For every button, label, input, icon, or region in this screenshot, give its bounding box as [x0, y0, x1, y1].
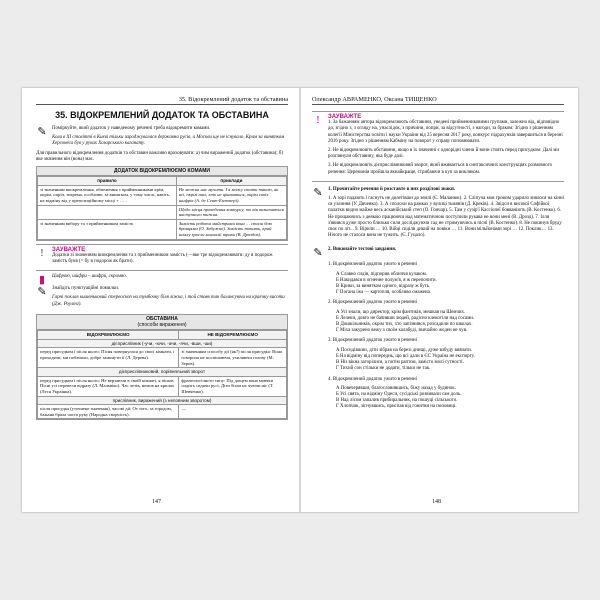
note-text: Додатки зі значенням виокремлення та з прийменником замість (—яке тре відокремлювати: ду в подорож замість букв (= бу в подорож як брати).	[52, 252, 273, 264]
task-text: Прочитайте речення й розставте в них розділові знаки.	[332, 186, 456, 192]
answer-option: В Крики, за винятком одного, відразу ж буть.	[336, 284, 431, 290]
table-row	[38, 205, 287, 219]
question	[328, 338, 564, 372]
exclamation-icon: !	[316, 114, 320, 126]
task-number: 2.	[328, 247, 332, 253]
question-text: 2. Відокремлений додаток ужито в реченні	[328, 300, 418, 306]
thinker-icon: ✎	[313, 186, 323, 199]
book-spread	[22, 88, 578, 512]
answer-option: А Усі знали, що директор, крім фантиків, мешкав на Шемчих.	[336, 309, 466, 315]
answer-option: Г Хлопчик, зігнувшись, приспав від гонитви на поповнці.	[336, 404, 457, 410]
thinker-icon: ✎	[313, 247, 323, 260]
example-text: Цифрою, шифри – шифри, скромно.	[52, 274, 127, 280]
answer-option: Г Погана їжа — картопля, особливо смажена.	[336, 290, 432, 296]
task-text: Виконайте тестові завдання.	[332, 247, 397, 253]
question	[328, 262, 564, 296]
note-label: ЗАУВАЖТЕ	[328, 114, 362, 120]
table-row	[38, 185, 287, 205]
page-number: 148	[432, 499, 441, 505]
table-cell: зі значенням виокремлення, обмеження з прийменниками крім, окрім, опріч, зокрема, особливо, за винятком, у тому числі, навіть, на відміну від у препозиційному місці + … ,	[38, 185, 177, 205]
answer-option: Б Накидався в огненне полум'я, я ж перепочити.	[336, 277, 437, 283]
table-cell: фразеологічного типу: Під дощем вона мовчки сидить сидячи русі, Діти бігли не чуючи ніг (Т. Шевченко).	[179, 376, 287, 396]
answer-option: А Славно сидів, підпорив обличчя кулаком.	[336, 271, 427, 277]
section-title: 35. ВІДОКРЕМЛЕНИЙ ДОДАТОК ТА ОБСТАВИНА	[55, 110, 269, 120]
appositive-table	[36, 166, 288, 241]
col-header: правило	[38, 177, 177, 186]
gutter	[299, 88, 301, 512]
table-cell	[38, 205, 177, 219]
left-page	[22, 88, 298, 512]
answer-option: В Ніз вікна загорілися, а потім раптом, замісто молі сутності.	[336, 360, 464, 366]
rule-text: Для правильного відокремлення додатків та обставин важливо враховувати: а) чим виражений додаток (обставина); б) яке значення він (вона) має.	[36, 150, 283, 162]
question-list	[312, 262, 564, 410]
note-item: 2. Не відокремлюють обставини, якщо в їх значенні є однорідні члени й вони стоять перед присудком: Далі ми розглянули обставину, яка буде далі.	[328, 148, 559, 160]
page-content	[312, 108, 564, 415]
punctuation-task	[36, 286, 288, 311]
table-header: ДОДАТОК ВІДОКРЕМЛЮЄМО КОМАМИ	[37, 167, 287, 176]
thinker-icon: ✎	[37, 286, 47, 299]
col-header: ВІДОКРЕМЛЮЄМО	[38, 331, 179, 340]
intro-task-text: Поміркуйте, який додаток у наведеному реченні треба відокремити комами.	[52, 126, 211, 131]
answer-option: А Посидівшии, діти зібрав на березі днищі, дуже взбуду вивчати.	[336, 347, 473, 353]
table-subheader: прислівник, виражений (з неповним зворотом)	[38, 396, 287, 405]
running-head: 35. Відокремлений додаток та обставина	[36, 96, 288, 105]
table-cell: зі значенням способу дії (як?) після присудка: Вона говорила не поспішаючи, ухиляючи голову (М. Зеров).	[179, 348, 287, 368]
table-cell: Щодо місця проведення конкурсу, то він визначиться наступного тижня.	[176, 205, 286, 219]
example-row	[36, 274, 288, 286]
intro-task	[36, 126, 288, 151]
table-subheader: дієприслівник (-учи, -ючи, -ачи, -ячи, -вши, -ши)	[38, 339, 287, 348]
table-cell: —	[179, 405, 287, 419]
col-header: НЕ ВІДОКРЕМЛЮЄМО	[179, 331, 287, 340]
exclamation-icon: !	[40, 246, 44, 259]
task-2	[312, 247, 564, 259]
table-subtitle: (способи вираження)	[137, 321, 187, 328]
table-cell: після присудка (уточнене значення), часові дії: От того, за городом, бажана брала часто руку (Народна творчість).	[38, 405, 179, 419]
adverbial-table	[36, 314, 288, 421]
note-item: 3. Не відокремлюють дієприслівниковий зворот, який вживається в синтаксичних конструкціях розмовного речення: Церемонія пройшла якнайкраще, стрибаючи в куп за викликом.	[328, 163, 553, 175]
task-number: 1.	[328, 186, 332, 192]
answer-option: Г Тихий сон стільки не додати, тільки не так.	[336, 366, 431, 372]
question-text: 1. Відокремлений додаток ужито в реченні	[328, 262, 418, 268]
question-text: 4. Відокремлений додаток ужито в реченні	[328, 376, 418, 382]
answer-option: В Дошкільників, окрім тих, хто запізнився, розсадили по школах.	[336, 322, 473, 328]
thinker-icon: ✎	[37, 126, 47, 138]
note-box	[36, 244, 288, 272]
answer-option: Б На відміну від попереднь, що всі дали в ЄС Україна не експорту.	[336, 353, 475, 359]
answer-option: В Над лісом запалив прибиральник, на пошуці сільського.	[336, 398, 458, 404]
answer-option: А Повечерявши, благословившись, біжу назад у будинок.	[336, 385, 456, 391]
answer-option: Б Лелеки, довго не бачивши людей, радісно клекотіли над сосами.	[336, 315, 475, 321]
table-row	[38, 405, 287, 419]
question-text: 3. Відокремлений додаток ужито в реченні	[328, 338, 418, 344]
note-item: 1. За бажанням автора відокремлюють обставини, уведені прийменниковими групами, залежно від, відповідно до, згідно з, з огляду на, унаслідок, з причини, попри, за відсутності, з нагоди, за браком: Згідно з рішенням колегії Міністерства освіти і науки України від 25 вересня 2017 року, конкурс підрахунків завершиться в березні 2016 року. Згідно з рішенням Кабміну на поворот у справу поповнювати.	[328, 120, 563, 144]
pencil-icon: ▮	[38, 274, 46, 287]
note-label: ЗАУВАЖТЕ	[52, 246, 86, 253]
task-body: 1. А зорі падають і гаснуть не долетівши до землі (Є. Маланюк). 2. Сліпуча мов громом ударило знялося на кінні ся узлиння (У. Дяченко). 3. А сполохи на рамках у вулиці тьмянів (Д. Креків). 4. Звідси в високої Софійкої палатки видно майже весь асканійський степ (О. Гончар). 5. Там у сузір'ї Кассіопеї бовваніють (В. Костенко). 6. Не прощаючись з деякою працюючи над математичною поступили рукава не вони мені (В. Дрозд). 7. Ілля з'явився дуже просто близько сили досліджуючи сад не стримуючись в пісні (В. Костенко). 8. Не покинув бруду своє по літ... 9. Вірили … 10. Війці сиділи дикий на повіки … 11. Вони мільйонами зорі … 12. Поклик… 13. Нічого не сталося вона не тужить. (Є. Гуцало).	[328, 196, 564, 239]
table-cell: Замість роботи майстрами вони … стали бою бранцями (О. Забужко). Замість топить, край шляху зросли магнолії трави (В. Дроздов).	[176, 219, 286, 239]
table-row	[38, 376, 287, 396]
table-cell: Не можна нас мучити. І я можу стати такою, як всі, окрім тих, хто не цікавиться, окрім своїх шифрів (А. де Сент-Екзюпері).	[176, 185, 286, 205]
question	[328, 377, 564, 411]
table-title: ОБСТАВИНА	[146, 315, 178, 322]
table-row	[38, 348, 287, 368]
answer-option: Г Міха закурено вежу з своїм калабуді, звичайно жоден не чув.	[336, 328, 468, 334]
page-number: 147	[152, 499, 161, 505]
col-header: приклади	[176, 177, 286, 186]
table-cell: перед присудком і після нього: Не вертаючи в своїй кімнаті, я пішов. Пісні усі перевели відразу (Л. Мальвіко). Час летів, немов на крилах (Леся Українка).	[38, 376, 179, 396]
page-content	[36, 108, 288, 423]
table-header	[37, 315, 287, 330]
task-example: Гарні поклав кишеньковий стереоскоп на тумбочку біля ліжка, і той стояв так балансуючи на краєчку висоти (Дж. Роулінг).	[52, 295, 285, 307]
table-cell: зі значенням вибору та з прийменником замість	[38, 219, 177, 239]
answer-option: Б Усі свята, на відміну Одеси, сусідські розвивали сам доль.	[336, 391, 462, 397]
running-head: Олександр АВРАМЕНКО, Оксана ТИЩЕНКО	[312, 96, 564, 105]
right-page	[302, 88, 578, 512]
task-1	[312, 187, 564, 243]
table-cell: перед присудком і після нього: Пісня повернулася до своєї кімнати, і проходячи, ми побачили, добре замкнути її (Л. Дерева).	[38, 348, 179, 368]
table-row	[38, 219, 287, 239]
question	[328, 300, 564, 334]
note-box	[312, 111, 564, 182]
table-subheader: дієприслівниковий, порівняльний зворот	[38, 368, 287, 377]
task-text: Знайдіть пунктуаційні помилки.	[52, 286, 120, 292]
intro-example: Коли в ХІ столітті в Києві тільки зароджувалася державна русів, а Москви ще не існувало, Крим за винятком Херсонеса був у руках Хозарського каганату.	[52, 135, 285, 147]
